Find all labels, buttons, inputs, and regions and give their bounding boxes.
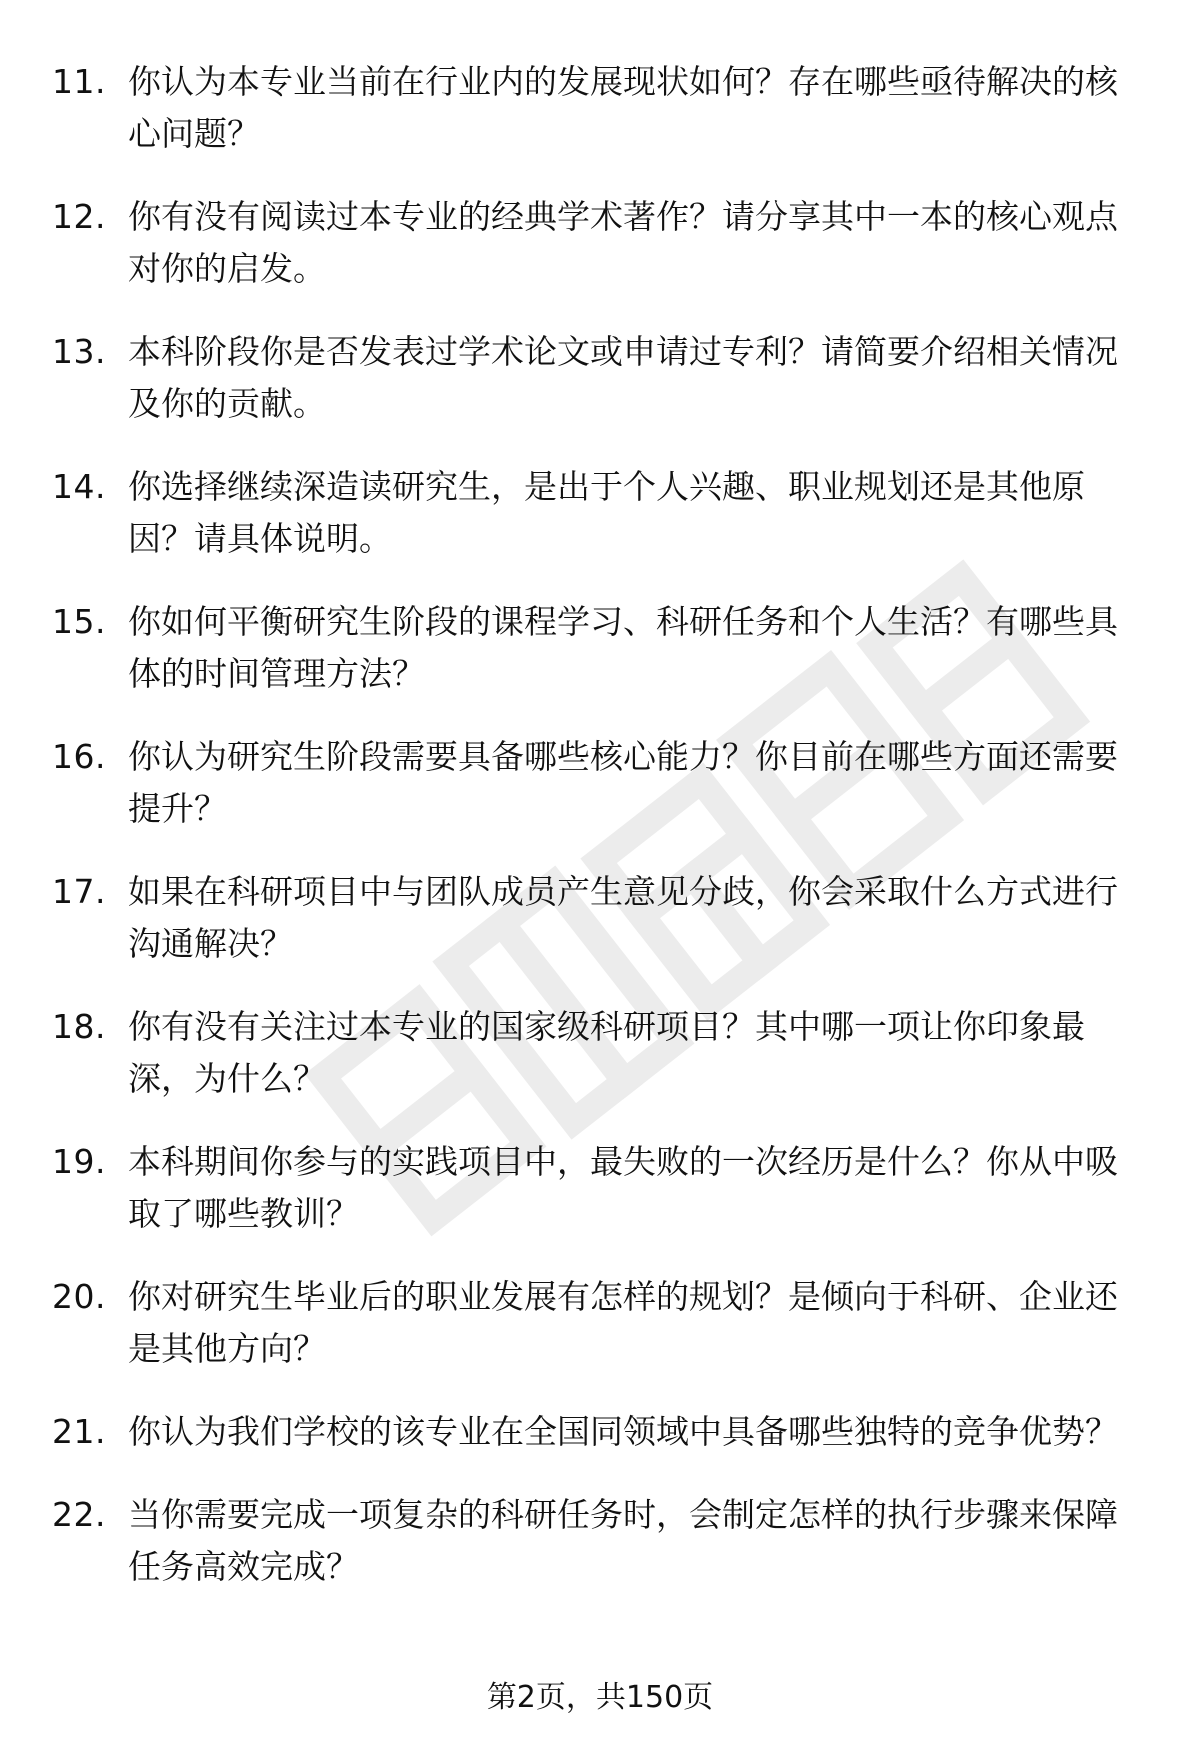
question-item-14 [52,461,1142,565]
question-item-21 [52,1406,1142,1458]
question-item-17 [52,866,1142,970]
question-text: 当你需要完成一项复杂的科研任务时，会制定怎样的执行步骤来保障任务高效完成？ [128,1495,1118,1586]
question-number: 20. [52,1277,106,1316]
question-text: 你有没有关注过本专业的国家级科研项目？其中哪一项让你印象最深，为什么？ [128,1007,1085,1098]
question-number: 13. [52,332,106,371]
question-text: 如果在科研项目中与团队成员产生意见分歧，你会采取什么方式进行沟通解决？ [128,872,1118,963]
question-item-12 [52,191,1142,295]
question-item-11 [52,56,1142,160]
question-number: 16. [52,737,106,776]
question-text: 你认为本专业当前在行业内的发展现状如何？存在哪些亟待解决的核心问题？ [128,62,1118,153]
question-number: 19. [52,1142,106,1181]
question-number: 17. [52,872,106,911]
question-number: 18. [52,1007,106,1046]
question-number: 12. [52,197,106,236]
question-item-15 [52,596,1142,700]
question-item-20 [52,1271,1142,1375]
question-text: 本科阶段你是否发表过学术论文或申请过专利？请简要介绍相关情况及你的贡献。 [128,332,1118,423]
question-text: 你认为研究生阶段需要具备哪些核心能力？你目前在哪些方面还需要提升？ [128,737,1118,828]
page-footer [0,1678,1200,1718]
question-item-16 [52,731,1142,835]
question-text: 你对研究生毕业后的职业发展有怎样的规划？是倾向于科研、企业还是其他方向？ [128,1277,1118,1368]
question-number: 14. [52,467,106,506]
question-item-13 [52,326,1142,430]
question-text: 本科期间你参与的实践项目中，最失败的一次经历是什么？你从中吸取了哪些教训？ [128,1142,1118,1233]
question-number: 22. [52,1495,106,1534]
question-item-19 [52,1136,1142,1240]
question-number: 21. [52,1412,106,1451]
question-text: 你如何平衡研究生阶段的课程学习、科研任务和个人生活？有哪些具体的时间管理方法？ [128,602,1118,693]
question-item-22 [52,1489,1142,1593]
question-text: 你认为我们学校的该专业在全国同领域中具备哪些独特的竞争优势？ [128,1412,1118,1451]
question-text: 你有没有阅读过本专业的经典学术著作？请分享其中一本的核心观点对你的启发。 [128,197,1118,288]
question-number: 11. [52,62,106,101]
question-item-18 [52,1001,1142,1105]
question-list [52,56,1142,1624]
question-number: 15. [52,602,106,641]
question-text: 你选择继续深造读研究生，是出于个人兴趣、职业规划还是其他原因？请具体说明。 [128,467,1085,558]
page-number-label: 第2页，共150页 [486,1680,714,1715]
